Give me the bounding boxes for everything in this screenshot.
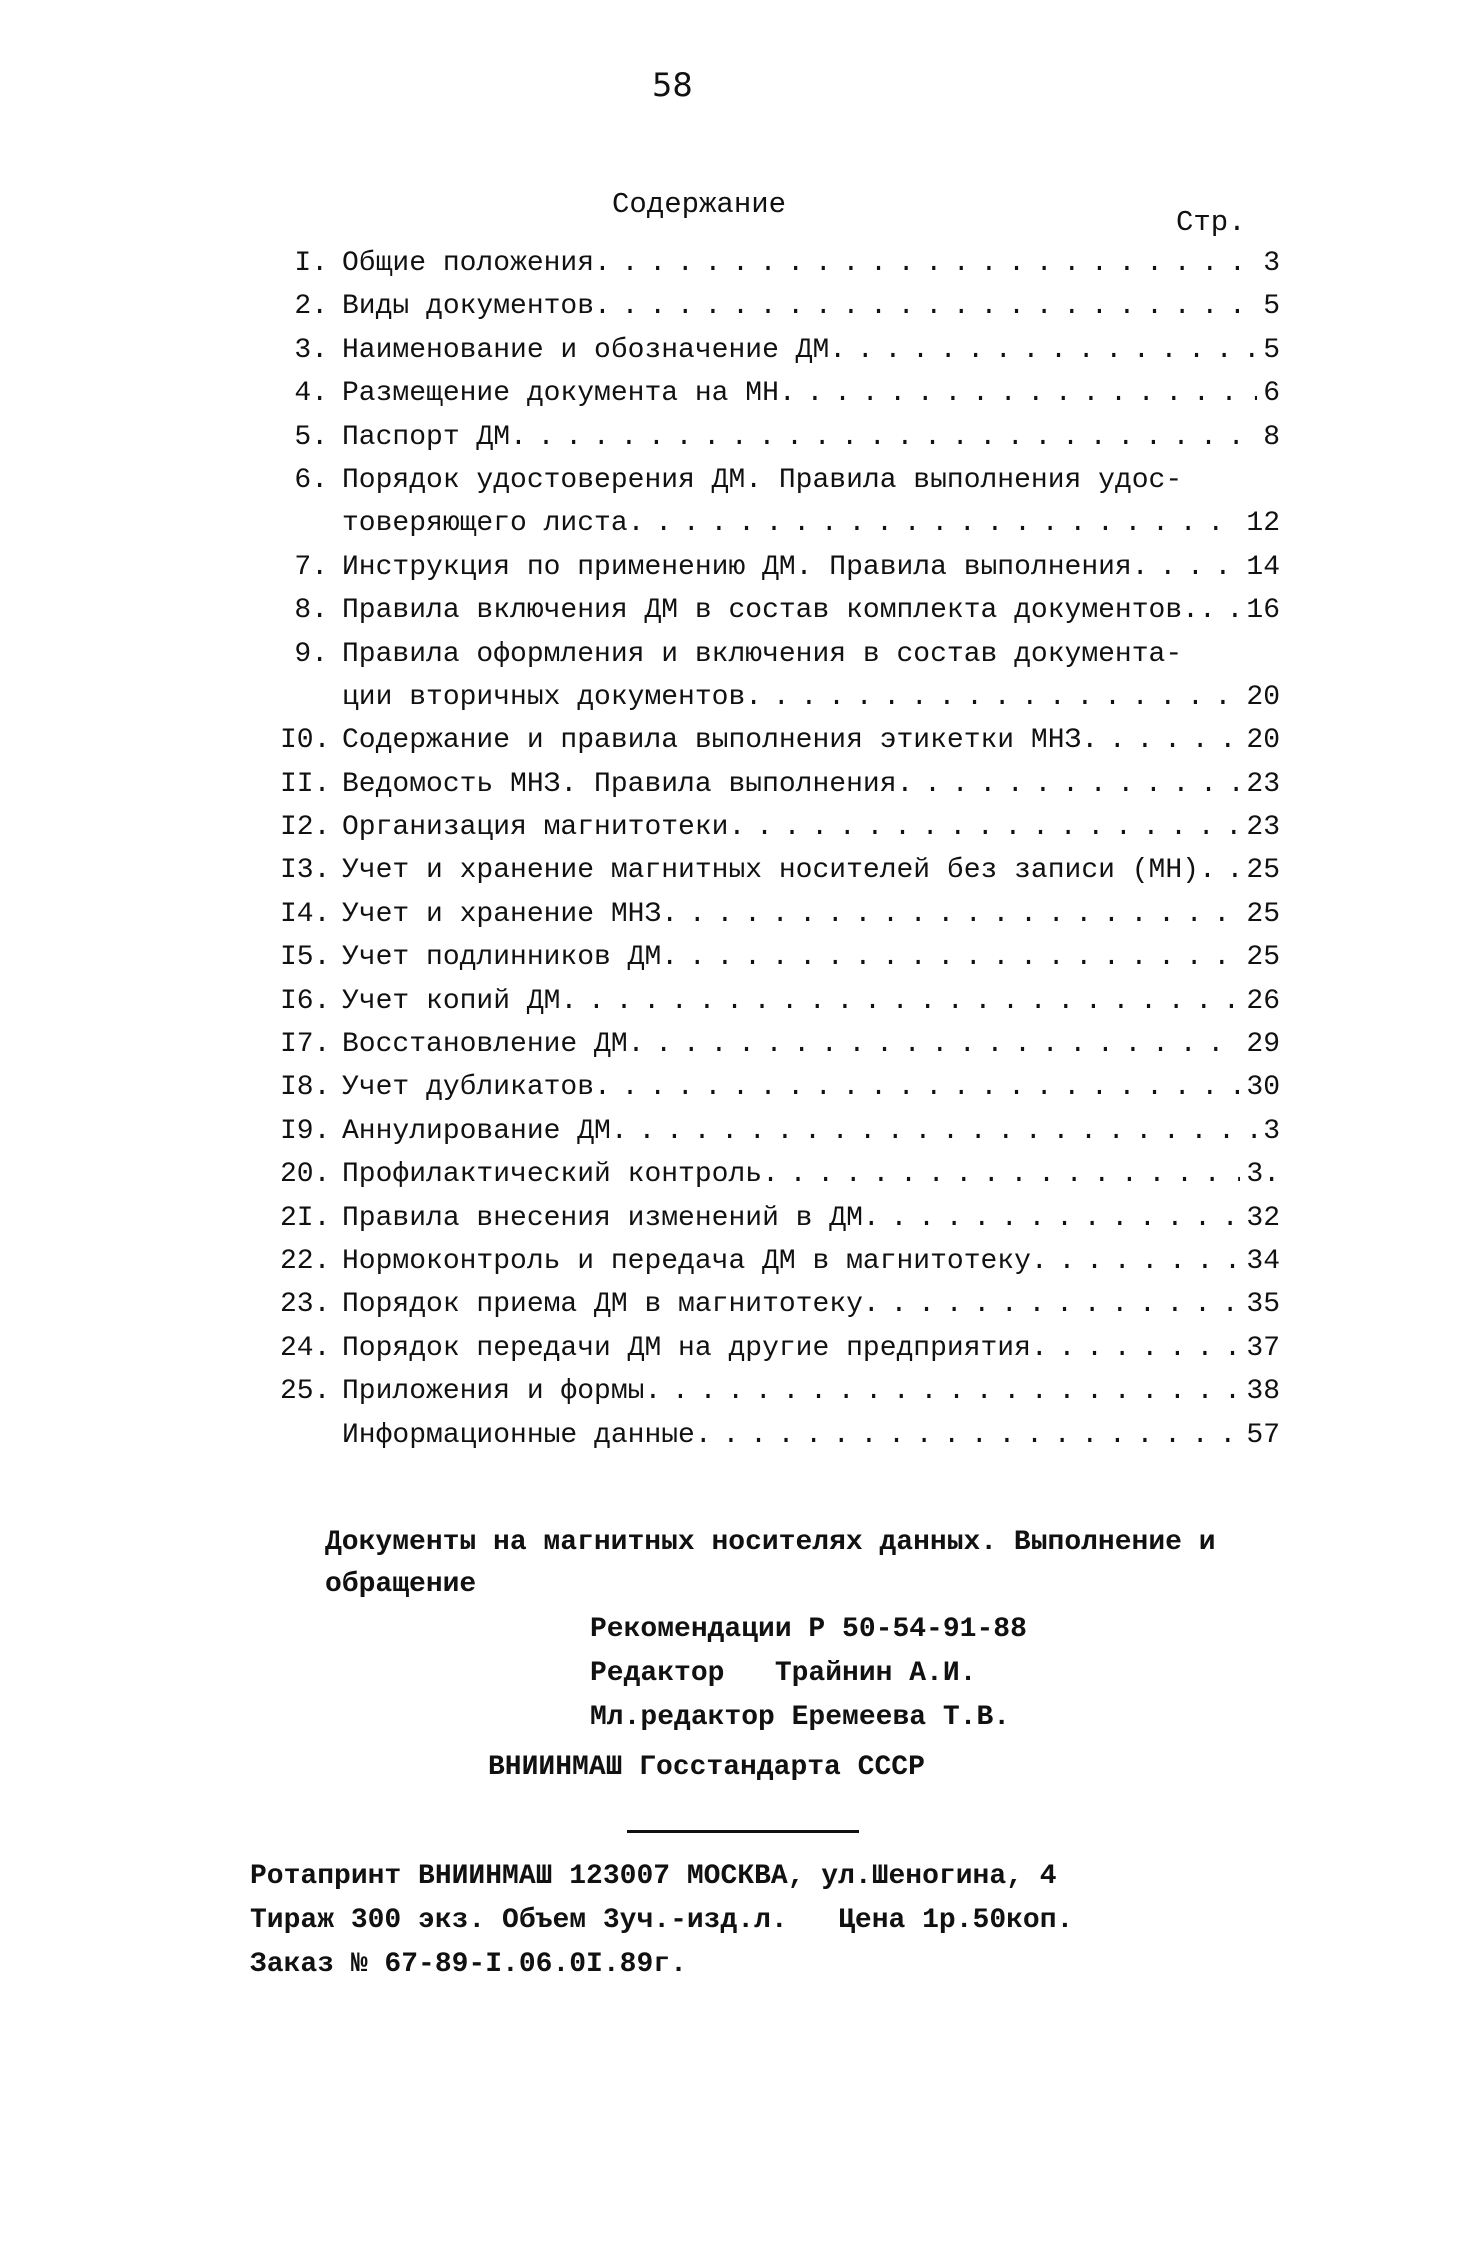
toc-entry-title: товеряющего листа <box>342 508 628 540</box>
toc-entry-page: 12 <box>1246 508 1280 540</box>
publication-title: Документы на магнитных носителях данных. Выполнение и обращение <box>325 1527 1216 1600</box>
toc-entry-title: Учет копий ДМ <box>342 985 561 1017</box>
toc-entry-number: 2. <box>294 291 328 323</box>
toc-leader-dots <box>560 980 1240 1023</box>
toc-entry-title: Нормоконтроль и передача ДМ в магнитотеку <box>342 1245 1031 1277</box>
toc-entry <box>280 1023 1280 1066</box>
toc-entry-number: 4. <box>294 378 328 410</box>
toc-entry-page: 38 <box>1246 1376 1280 1408</box>
toc-entry-number: I6. <box>280 985 331 1017</box>
toc-entry-number: 7. <box>294 551 328 583</box>
toc-entry-number: II. <box>280 768 331 800</box>
toc-leader-dots <box>594 1066 1240 1109</box>
toc-entry-number: 22. <box>280 1245 331 1277</box>
toc-entry-number: 3. <box>294 334 328 366</box>
toc-entry-title: Порядок приема ДМ в магнитотеку <box>342 1289 863 1321</box>
toc-entry-number: I2. <box>280 812 331 844</box>
toc-leader-dots <box>644 1370 1240 1413</box>
toc-entry-title: Учет дубликатов <box>342 1072 595 1104</box>
toc-leader-dots <box>1031 1327 1240 1370</box>
toc-entry <box>280 546 1280 589</box>
table-of-contents <box>280 242 1280 1457</box>
toc-entry-number: 25. <box>280 1376 331 1408</box>
toc-entry-title: Содержание и правила выполнения этикетки МНЗ <box>342 725 1082 757</box>
toc-entry-title: Правила внесения изменений в ДМ <box>342 1202 863 1234</box>
toc-leader-dots <box>829 329 1257 372</box>
toc-entry <box>280 459 1280 502</box>
toc-entry-page: 29 <box>1246 1029 1280 1061</box>
toc-entry <box>280 1066 1280 1109</box>
toc-entry <box>280 806 1280 849</box>
toc-entry-page: 5 <box>1263 291 1280 323</box>
imprint-line-1: Ротапринт ВНИИНМАШ 123007 МОСКВА, ул.Шеногина, 4 <box>250 1861 1057 1892</box>
toc-entry-title: Паспорт ДМ <box>342 421 511 453</box>
toc-entry <box>280 633 1280 676</box>
toc-entry <box>280 1327 1280 1370</box>
toc-entry-title: ции вторичных документов <box>342 681 746 713</box>
toc-entry-page: 16 <box>1246 595 1280 627</box>
toc-entry-title: Учет и хранение МНЗ <box>342 898 662 930</box>
divider <box>627 1830 859 1833</box>
toc-entry <box>280 1414 1280 1457</box>
toc-entry-page: 3. <box>1246 1159 1280 1191</box>
publication-details <box>590 1608 1027 1740</box>
toc-entry-number: 23. <box>280 1289 331 1321</box>
toc-leader-dots <box>1199 589 1240 632</box>
toc-entry-page: 57 <box>1246 1419 1280 1451</box>
toc-leader-dots <box>762 1153 1240 1196</box>
toc-leader-dots <box>661 936 1240 979</box>
toc-leader-dots <box>779 372 1257 415</box>
toc-entry <box>280 1240 1280 1283</box>
toc-entry <box>280 1153 1280 1196</box>
toc-entry-number: I7. <box>280 1029 331 1061</box>
toc-entry-number: 24. <box>280 1332 331 1364</box>
toc-leader-dots <box>863 1197 1241 1240</box>
toc-entry <box>280 589 1280 632</box>
toc-entry-page: 6 <box>1263 378 1280 410</box>
toc-leader-dots <box>628 502 1241 545</box>
toc-entry-title: Инструкция по применению ДМ. Правила выполнения <box>342 551 1132 583</box>
toc-entry-page: 23 <box>1246 812 1280 844</box>
toc-entry-page: 30 <box>1246 1072 1280 1104</box>
page-column-label: Стр. <box>1176 206 1246 239</box>
toc-entry-number: 20. <box>280 1159 331 1191</box>
toc-leader-dots <box>1199 849 1240 892</box>
toc-entry-title: Ведомость МНЗ. Правила выполнения <box>342 768 897 800</box>
toc-entry-number: I5. <box>280 942 331 974</box>
toc-entry-page: 35 <box>1246 1289 1280 1321</box>
toc-leader-dots <box>1081 719 1240 762</box>
toc-entry <box>280 1197 1280 1240</box>
toc-leader-dots <box>695 1414 1241 1457</box>
editor: Редактор Трайнин А.И. <box>590 1658 977 1689</box>
toc-entry-title: Информационные данные <box>342 1419 695 1451</box>
toc-entry-title: Порядок передачи ДМ на другие предприятия <box>342 1332 1031 1364</box>
toc-title: Содержание <box>612 188 787 221</box>
junior-editor: Мл.редактор Еремеева Т.В. <box>590 1702 1011 1733</box>
toc-entry-number: I0. <box>280 725 331 757</box>
toc-entry-number: I3. <box>280 855 331 887</box>
toc-entry-page: 37 <box>1246 1332 1280 1364</box>
toc-entry-number: 2I. <box>280 1202 331 1234</box>
toc-entry-title: Приложения и формы <box>342 1376 645 1408</box>
toc-entry-number: 8. <box>294 595 328 627</box>
toc-leader-dots <box>661 893 1240 936</box>
toc-entry-page: 25 <box>1246 855 1280 887</box>
toc-entry <box>280 329 1280 372</box>
toc-leader-dots <box>594 242 1257 285</box>
toc-entry <box>280 416 1280 459</box>
toc-leader-dots <box>897 763 1241 806</box>
toc-entry <box>280 1283 1280 1326</box>
toc-entry-page: 14 <box>1246 551 1280 583</box>
toc-entry-number: I9. <box>280 1115 331 1147</box>
toc-entry <box>280 763 1280 806</box>
imprint <box>250 1855 1073 1987</box>
imprint-line-3: Заказ № 67-89-I.06.0I.89г. <box>250 1949 687 1980</box>
toc-entry-title: Восстановление ДМ <box>342 1029 628 1061</box>
toc-entry-title: Размещение документа на МН <box>342 378 779 410</box>
toc-entry <box>280 980 1280 1023</box>
toc-entry <box>280 285 1280 328</box>
organization: ВНИИНМАШ Госстандарта СССР <box>488 1752 925 1783</box>
toc-entry <box>280 1110 1280 1153</box>
toc-entry-title: Организация магнитотеки <box>342 812 729 844</box>
toc-entry-page: 3 <box>1263 248 1280 279</box>
toc-entry <box>280 893 1280 936</box>
toc-entry-title: Аннулирование ДМ <box>342 1115 611 1147</box>
toc-entry-title: Порядок удостоверения ДМ. Правила выполнения удос- <box>342 464 1183 496</box>
toc-leader-dots <box>594 285 1257 328</box>
toc-entry-page: 26 <box>1246 985 1280 1017</box>
toc-entry-number: 5. <box>294 421 328 453</box>
toc-entry-page: 20 <box>1246 725 1280 757</box>
toc-leader-dots <box>611 1110 1257 1153</box>
toc-entry-page: 34 <box>1246 1245 1280 1277</box>
toc-entry-number: I8. <box>280 1072 331 1104</box>
toc-leader-dots <box>510 416 1257 459</box>
toc-entry-number: 6. <box>294 464 328 496</box>
toc-entry <box>280 242 1280 285</box>
toc-entry <box>280 502 1280 545</box>
toc-entry <box>280 936 1280 979</box>
toc-leader-dots <box>1031 1240 1240 1283</box>
toc-entry-page: 3 <box>1263 1115 1280 1147</box>
toc-entry-number: 9. <box>294 638 328 670</box>
toc-entry-number: I. <box>294 248 328 279</box>
toc-entry-page: 25 <box>1246 942 1280 974</box>
toc-entry <box>280 676 1280 719</box>
toc-entry-title: Учет подлинников ДМ <box>342 942 662 974</box>
page-number: 58 <box>652 66 693 104</box>
toc-entry-number: I4. <box>280 898 331 930</box>
recommendations: Рекомендации Р 50-54-91-88 <box>590 1614 1027 1645</box>
toc-entry-title: Правила включения ДМ в состав комплекта документов. <box>342 595 1199 627</box>
toc-entry <box>280 719 1280 762</box>
toc-entry-title: Учет и хранение магнитных носителей без записи (МН) <box>342 855 1199 887</box>
imprint-line-2: Тираж 300 экз. Объем 3уч.-изд.л. Цена 1р.50коп. <box>250 1905 1074 1936</box>
toc-entry-page: 5 <box>1263 334 1280 366</box>
toc-entry-title: Правила оформления и включения в состав документа- <box>342 638 1183 670</box>
toc-entry <box>280 849 1280 892</box>
toc-leader-dots <box>728 806 1240 849</box>
toc-entry <box>280 372 1280 415</box>
toc-leader-dots <box>863 1283 1241 1326</box>
toc-leader-dots <box>1132 546 1241 589</box>
toc-entry-page: 32 <box>1246 1202 1280 1234</box>
toc-entry-title: Виды документов <box>342 291 595 323</box>
toc-entry-page: 8 <box>1263 421 1280 453</box>
toc-entry-title: Общие положения <box>342 248 595 279</box>
toc-entry-title: Профилактический контроль <box>342 1159 763 1191</box>
toc-entry-page: 25 <box>1246 898 1280 930</box>
toc-entry-title: Наименование и обозначение ДМ <box>342 334 830 366</box>
toc-leader-dots <box>628 1023 1241 1066</box>
toc-entry-page: 23 <box>1246 768 1280 800</box>
toc-leader-dots <box>745 676 1240 719</box>
toc-entry-page: 20 <box>1246 681 1280 713</box>
toc-entry <box>280 1370 1280 1413</box>
